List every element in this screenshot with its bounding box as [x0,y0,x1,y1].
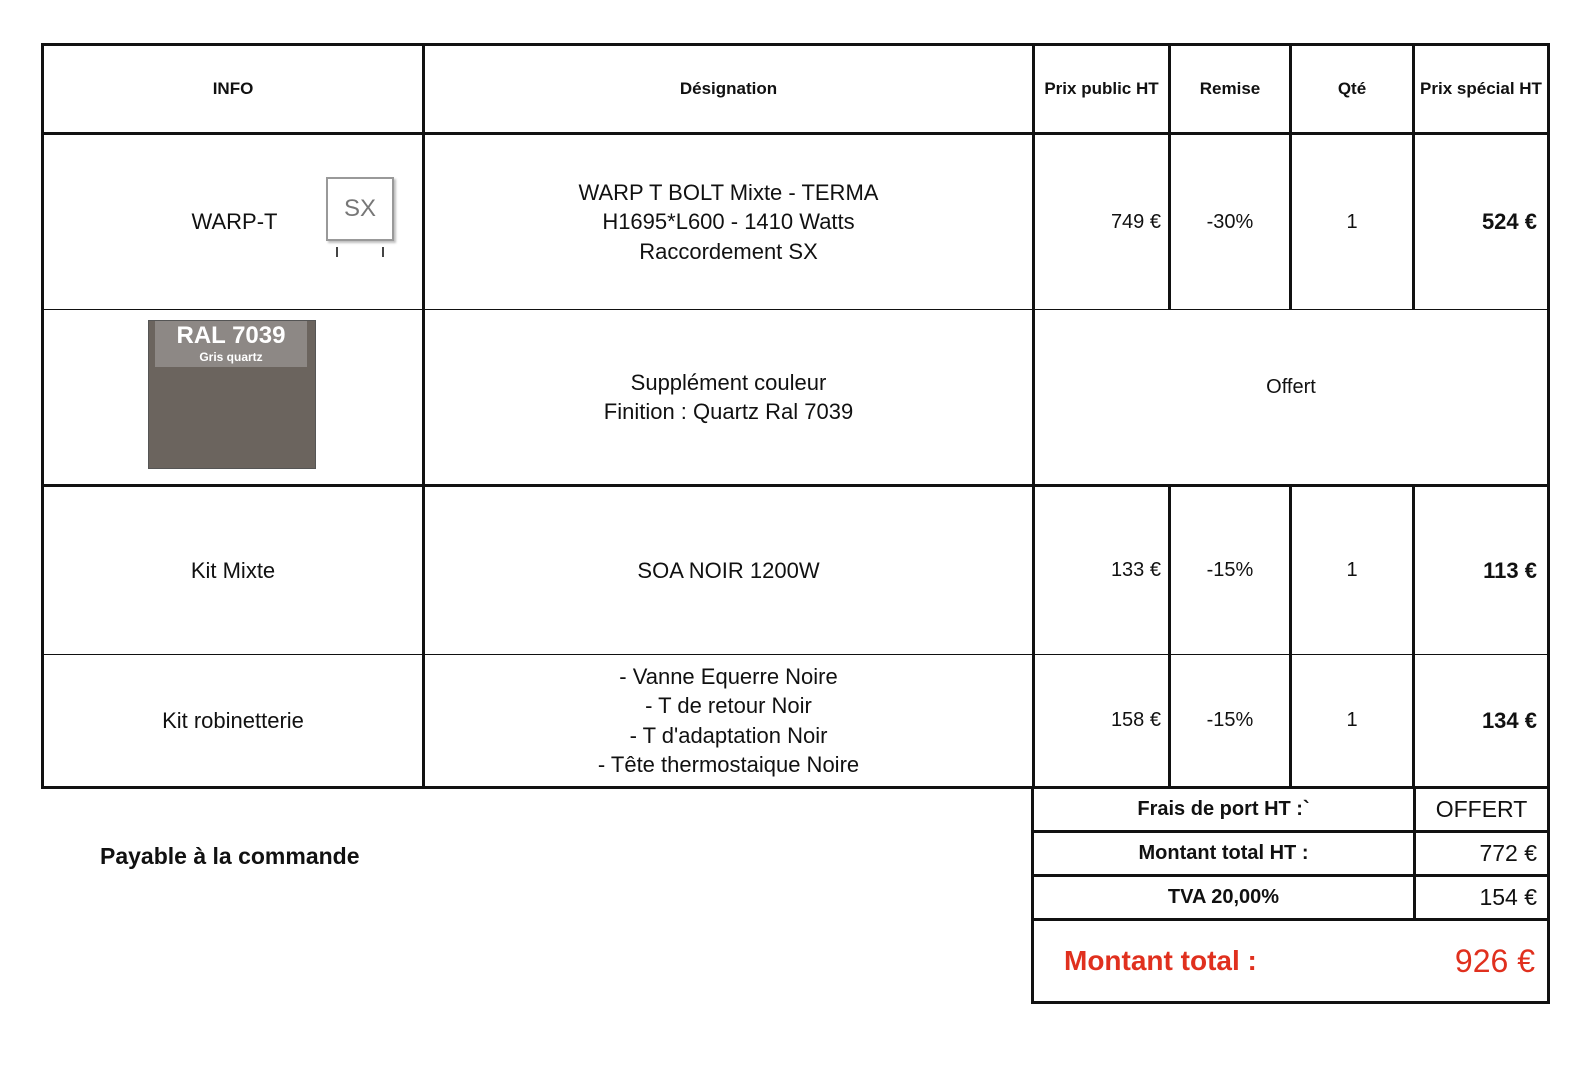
prix-public-cell: 133 € [1034,486,1170,655]
sx-leg-icon [382,247,384,257]
remise-cell: -30% [1170,134,1291,310]
header-prix-special: Prix spécial HT [1414,45,1549,134]
table-row [43,134,1549,310]
prix-special-cell: 113 € [1414,486,1549,655]
info-cell [43,655,424,788]
sx-leg-icon [336,247,338,257]
prix-public-cell: 158 € [1034,655,1170,788]
designation-cell [424,134,1034,310]
remise-cell: -15% [1170,655,1291,788]
header-remise: Remise [1170,45,1291,134]
table-row [43,310,1549,486]
prix-public-cell: 749 € [1034,134,1170,310]
shipping-label: Frais de port HT :` [1033,788,1415,832]
header-row [43,45,1549,134]
tva-value: 154 € [1415,876,1549,920]
info-label: Kit Mixte [190,557,276,583]
total-ht-value: 772 € [1415,832,1549,876]
qte-cell: 1 [1291,134,1414,310]
header-prix-public: Prix public HT [1034,45,1170,134]
grand-total-row [1033,920,1549,1003]
totals-row [1033,876,1549,920]
payment-note: Payable à la commande [100,843,360,869]
qte-cell: 1 [1291,486,1414,655]
sx-badge-label: SX [343,195,376,222]
designation-line: WARP T BOLT Mixte - TERMA [578,179,879,205]
designation-line: - T d'adaptation Noir [629,722,828,748]
info-cell [43,310,424,486]
prix-special-cell: 524 € [1414,134,1549,310]
table-row [43,655,1549,788]
total-ht-label: Montant total HT : [1033,832,1415,876]
quote-table [41,43,1550,789]
header-info: INFO [43,45,424,134]
designation-cell [424,655,1034,788]
designation-cell [424,486,1034,655]
prix-special-cell: 134 € [1414,655,1549,788]
designation-line: Supplément couleur [630,369,827,395]
tva-label: TVA 20,00% [1033,876,1415,920]
info-cell [43,486,424,655]
designation-line: - T de retour Noir [645,693,812,718]
offert-cell: Offert [1034,310,1549,486]
totals-row [1033,788,1549,832]
shipping-value: OFFERT [1415,788,1549,832]
header-designation: Désignation [424,45,1034,134]
header-qte: Qté [1291,45,1414,134]
designation-line: Finition : Quartz Ral 7039 [603,399,854,424]
designation-line: - Tête thermostaique Noire [597,752,860,777]
color-swatch [148,320,316,469]
designation-line: H1695*L600 - 1410 Watts [602,209,855,235]
swatch-subtitle: Gris quartz [199,350,263,364]
info-label: Kit robinetterie [162,707,304,733]
designation-line: - Vanne Equerre Noire [619,663,838,689]
swatch-title: RAL 7039 [176,322,286,349]
designation-cell [424,310,1034,486]
qte-cell: 1 [1291,655,1414,788]
sx-connection-icon [326,177,394,241]
swatch-band [155,321,307,367]
info-label: WARP-T [191,209,278,234]
totals-row [1033,832,1549,876]
grand-total-value: 926 € [1454,942,1535,979]
designation-line: Raccordement SX [639,238,818,264]
grand-total-cell [1033,920,1549,1003]
totals-table [1031,786,1550,1004]
remise-cell: -15% [1170,486,1291,655]
designation-line: SOA NOIR 1200W [637,557,820,583]
grand-total-label: Montant total : [1064,945,1257,976]
info-cell [43,134,424,310]
table-row [43,486,1549,655]
